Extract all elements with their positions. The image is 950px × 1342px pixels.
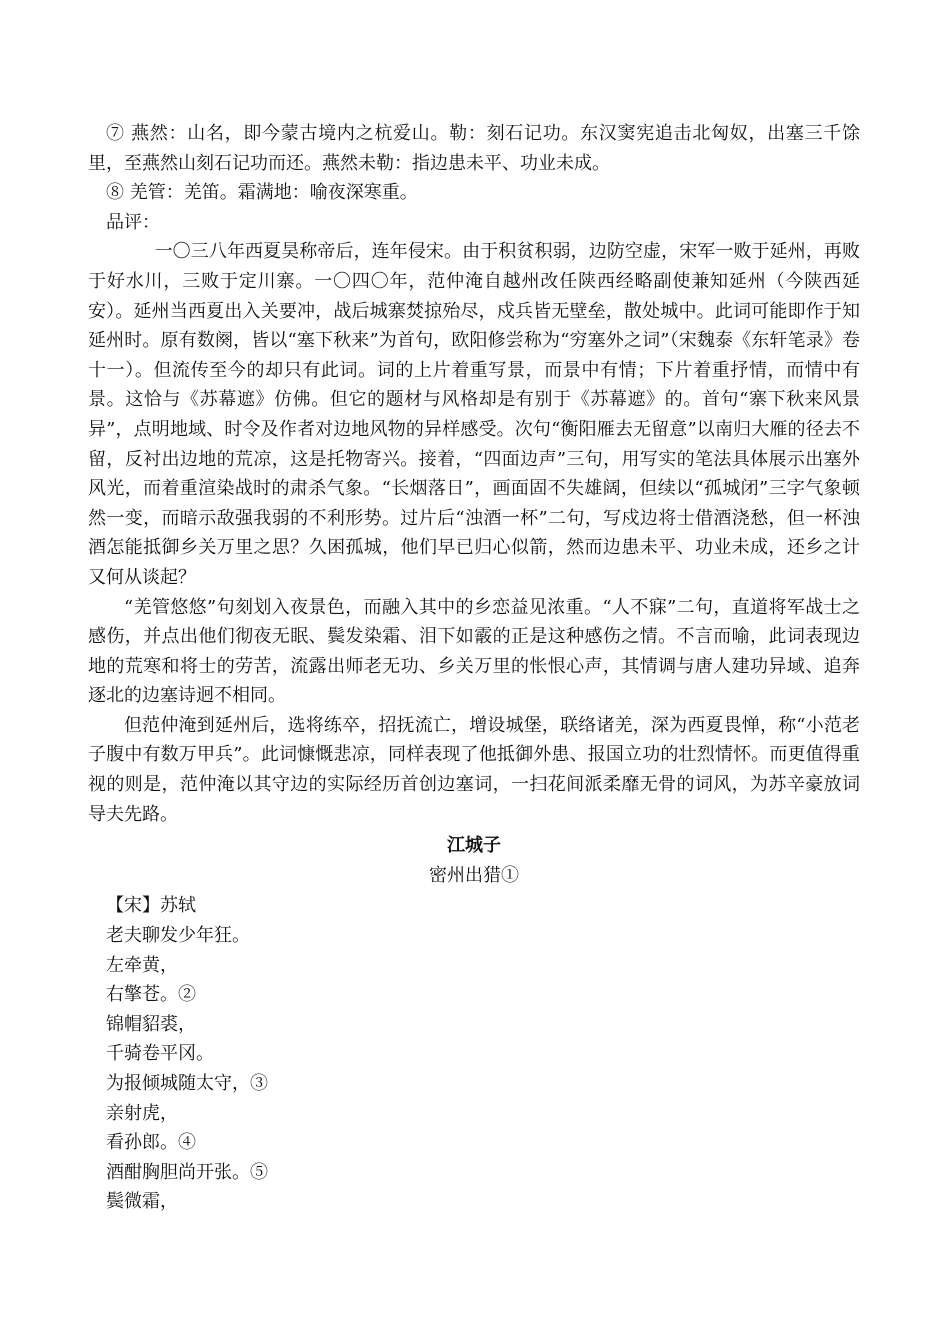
poem-line: 老夫聊发少年狂。	[106, 925, 250, 947]
commentary-paragraph-3: 但范仲淹到延州后，选将练卒，招抚流亡，增设城堡，联络诸羌，深为西夏畏惮，称“小范老子腹中有数万甲兵”。此词慷慨悲凉，同样表现了他抵御外患、报国立功的壮烈情怀。而更值得重视的则是，范仲淹以其守边的实际经历首创边塞词，一扫花间派柔靡无骨的词风，为苏辛豪放词导夫先路。	[88, 714, 860, 825]
poem-line: 右擎苍。②	[106, 984, 196, 1006]
poem-line: 酒酣胸胆尚开张。⑤	[106, 1161, 268, 1183]
poem-line: 左牵黄，	[106, 954, 178, 976]
poem-title: 江城子	[447, 835, 501, 857]
commentary-paragraph-2: “羌管悠悠”句刻划入夜景色，而融入其中的乡恋益见浓重。“人不寐”二句，直道将军战士之感伤，并点出他们彻夜无眠、鬓发染霜、泪下如霰的正是这种感伤之情。不言而喻，此词表现边地的荒寒和将士的劳苦，流露出师老无功、乡关万里的怅恨心声，其情调与唐人建功异域、追奔逐北的边塞诗迥不相同。	[88, 596, 860, 707]
commentary-paragraph-1: 一〇三八年西夏昊称帝后，连年侵宋。由于积贫积弱，边防空虚，宋军一败于延州，再败于好水川，三败于定川寨。一〇四〇年，范仲淹自越州改任陕西经略副使兼知延州（今陕西延安）。延州当西夏出入关要冲，战后城寨焚掠殆尽，戍兵皆无壁垒，散处城中。此词可能即作于知延州时。原有数阕，皆以“塞下秋来”为首句，欧阳修尝称为“穷塞外之词”（宋魏泰《东轩笔录》卷十一）。但流传至今的却只有此词。词的上片着重写景，而景中有情；下片着重抒情，而情中有景。这恰与《苏幕遮》仿佛。但它的题材与风格却是有别于《苏幕遮》的。首句“寨下秋来风景异”，点明地域、时令及作者对边地风物的异样感受。次句“衡阳雁去无留意”以南归大雁的径去不留，反衬出边地的荒凉，这是托物寄兴。接着，“四面边声”三句，用写实的笔法具体展示出塞外风光，而着重渲染战时的肃杀气象。“长烟落日”，画面固不失雄阔，但续以“孤城闭”三字气象顿然一变，而暗示敌强我弱的不利形势。过片后“浊酒一杯”二句，写戍边将士借酒浇愁，但一杯浊酒怎能抵御乡关万里之思？久困孤城，他们早已归心似箭，然而边患未平、功业未成，还乡之计又何从谈起？	[88, 241, 860, 588]
poem-line: 亲射虎，	[106, 1102, 178, 1124]
poem-subtitle: 密州出猎①	[429, 864, 519, 886]
poem-line: 为报倾城随太守，③	[106, 1073, 268, 1094]
footnote-7: ⑦ 燕然：山名，即今蒙古境内之杭爱山。勒：刻石记功。东汉窦宪追击北匈奴，出塞三千馀里，至燕然山刻石记功而还。燕然未勒：指边患未平、功业未成。	[88, 123, 860, 174]
commentary-label: 品评：	[106, 211, 160, 233]
footnote-8: ⑧ 羌管：羌笛。霜满地：喻夜深寒重。	[106, 182, 418, 204]
poem-line: 锦帽貂裘，	[106, 1013, 196, 1035]
poem-line: 千骑卷平冈。	[106, 1043, 214, 1065]
page-content	[88, 119, 860, 1217]
poem-author: 【宋】苏轼	[106, 895, 196, 917]
poem-line: 鬓微霜，	[106, 1191, 178, 1213]
poem-line: 看孙郎。④	[106, 1132, 196, 1154]
